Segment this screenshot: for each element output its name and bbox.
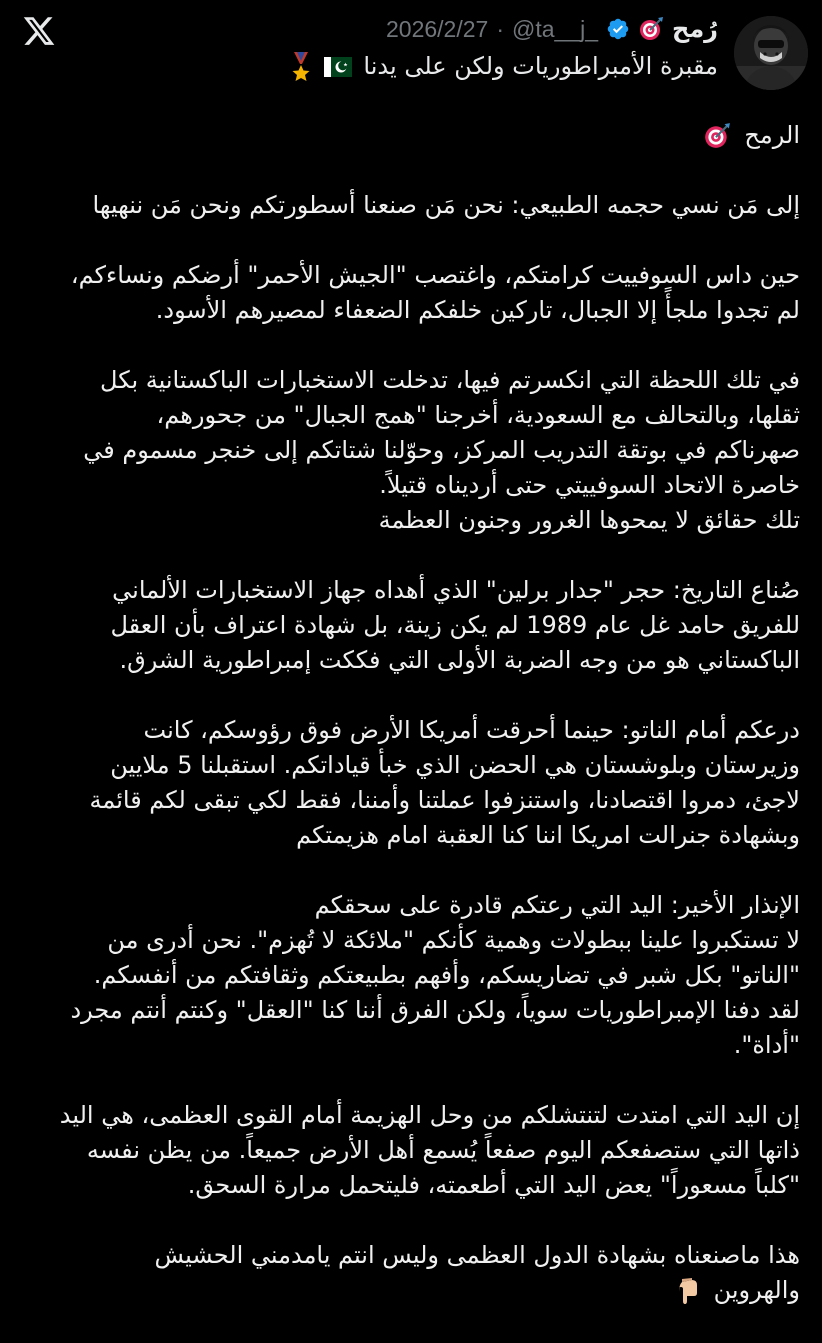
text-line: لقد دفنا الإمبراطوريات سوياً، ولكن الفرق أننا كنا "العقل" وكنتم أنتم مجرد — [70, 996, 800, 1024]
text-line: "كلباً مسعوراً" يعض اليد التي أطعمته، فليتحمل مرارة السحق. — [187, 1171, 800, 1199]
signature-line — [10, 118, 800, 153]
text-line: لم تجدوا ملجأً إلا الجبال، تاركين خلفكم الضعفاء لمصيرهم الأسود. — [155, 296, 800, 324]
text-line: درعكم أمام الناتو: حينما أحرقت أمريكا الأرض فوق رؤوسكم، كانت — [143, 716, 800, 744]
text-line: ذاتها التي ستصفعكم اليوم صفعاً يُسمع أهل الأرض جميعاً. من يظن نفسه — [86, 1136, 800, 1164]
separator-dot: · — [496, 15, 504, 42]
target-arrow-icon — [638, 16, 664, 42]
author-line — [118, 14, 718, 44]
author-display-name[interactable]: رُمح — [672, 15, 718, 43]
post-date[interactable]: 2026/2/27 — [386, 15, 489, 42]
pakistan-flag-icon — [324, 57, 352, 77]
text-line-last — [10, 1273, 800, 1308]
text-line: خاصرة الاتحاد السوفييتي حتى أرديناه قتيلاً. — [379, 471, 800, 499]
paragraph-6 — [10, 888, 800, 1063]
paragraph-2 — [10, 258, 800, 328]
verified-badge-icon — [606, 17, 630, 41]
paragraph-5 — [10, 713, 800, 853]
target-arrow-icon — [703, 122, 731, 150]
text-line: للفريق حامد غل عام 1989 لم يكن زينة، بل شهادة اعتراف بأن العقل — [110, 611, 800, 639]
text-line: لاجئ، دمروا اقتصادنا، واستنزفوا عملتنا وأمننا، فقط لكي تبقى لكم قائمة — [89, 786, 800, 814]
text-line: هذا ماصنعناه بشهادة الدول العظمى وليس انتم يامدمني الحشيش — [154, 1241, 800, 1269]
paragraph-3 — [10, 363, 800, 538]
text-line: الباكستاني هو من وجه الضربة الأولى التي فككت إمبراطورية الشرق. — [119, 646, 800, 674]
paragraph-1 — [10, 188, 800, 223]
text-line-last-text: والهروين — [713, 1276, 800, 1304]
text-line: لا تستكبروا علينا ببطولات وهمية كأنكم "ملائكة لا تُهزم". نحن أدرى من — [107, 926, 800, 954]
text-line: حين داس السوفييت كرامتكم، واغتصب "الجيش الأحمر" أرضكم ونساءكم، — [70, 261, 800, 289]
post-header — [118, 14, 718, 82]
pointing-down-hand-icon — [676, 1277, 700, 1305]
text-line: صُناع التاريخ: حجر "جدار برلين" الذي أهداه جهاز الاستخبارات الألماني — [112, 576, 800, 604]
avatar[interactable] — [734, 16, 808, 90]
text-line: صهرناكم في بوتقة التدريب المركز، وحوّلنا شتاتكم إلى خنجر مسموم في — [83, 436, 800, 464]
text-line: إن اليد التي امتدت لتنتشلكم من وحل الهزيمة أمام القوى العظمى، هي اليد — [59, 1101, 800, 1129]
post-body — [10, 112, 800, 1343]
x-logo-icon[interactable] — [22, 14, 56, 48]
paragraph-8 — [10, 1238, 800, 1308]
paragraph-7 — [10, 1098, 800, 1203]
text-line: وبشهادة جنرالت امريكا اننا كنا العقبة امام هزيمتكم — [296, 821, 800, 849]
text-line: تلك حقائق لا يمحوها الغرور وجنون العظمة — [378, 506, 800, 534]
text-line: الإنذار الأخير: اليد التي رعتكم قادرة على سحقكم — [314, 891, 800, 919]
soldier-avatar-icon — [734, 16, 808, 90]
post-title: مقبرة الأمبراطوريات ولكن على يدنا — [363, 52, 718, 80]
text-line: "أداة". — [733, 1031, 800, 1059]
signature-text: الرمح — [744, 121, 800, 149]
author-handle[interactable]: @ta__j_ — [512, 15, 599, 42]
text-line: "الناتو" بكل شبر في تضاريسكم، وأفهم بطبيعتكم وثقافتكم من أنفسكم. — [93, 961, 800, 989]
paragraph-4 — [10, 573, 800, 678]
text-line: وزيرستان وبلوشستان هي الحضن الذي خبأ قياداتكم. استقبلنا 5 ملايين — [110, 751, 800, 779]
text-line: إلى مَن نسي حجمه الطبيعي: نحن مَن صنعنا أسطورتكم ونحن مَن ننهيها — [92, 191, 800, 219]
military-medal-icon — [290, 52, 312, 82]
text-line: في تلك اللحظة التي انكسرتم فيها، تدخلت الاستخبارات الباكستانية بكل — [100, 366, 800, 394]
post-title-line — [118, 50, 718, 82]
text-line: ثقلها، وبالتحالف مع السعودية، أخرجنا "همج الجبال" من جحورهم، — [156, 401, 800, 429]
